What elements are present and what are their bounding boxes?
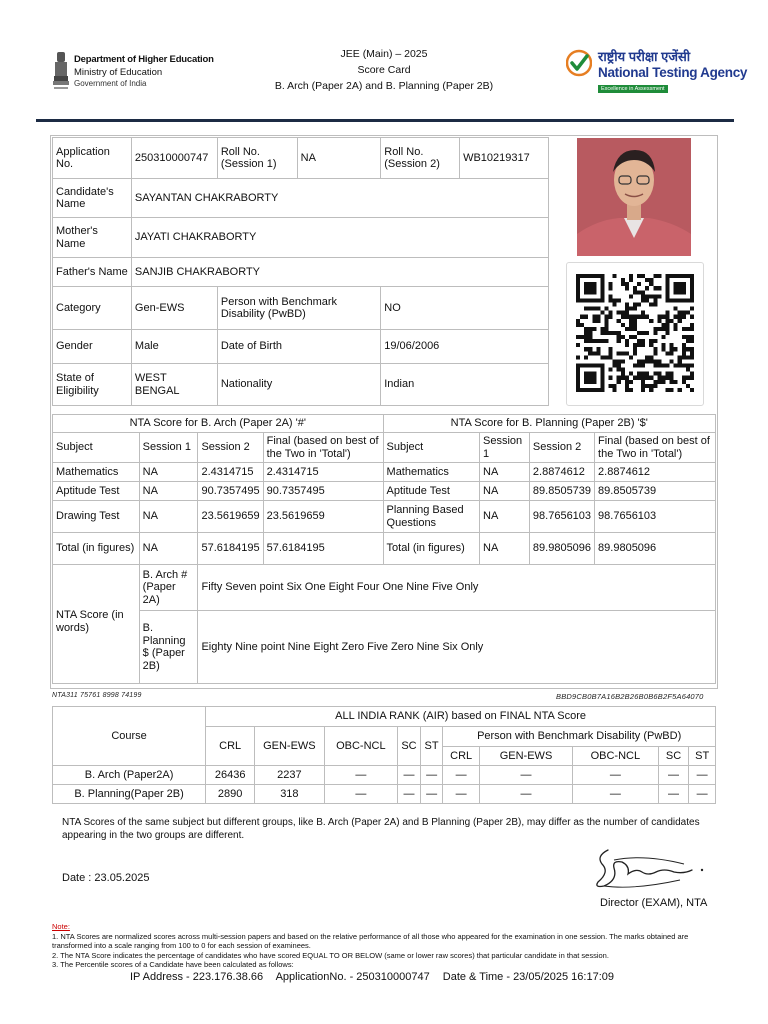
rank-cell: — — [324, 766, 398, 785]
score-table — [52, 414, 716, 684]
nta-tagline: Excellence in Assessment — [598, 85, 668, 93]
nationality-label: Nationality — [217, 364, 380, 406]
print-footer — [130, 971, 624, 983]
air-heading: ALL INDIA RANK (AIR) based on FINAL NTA Score — [206, 707, 716, 727]
rank-col-sc: SC — [398, 727, 421, 766]
notes-label: Note: — [52, 922, 70, 931]
note-2: 2. The NTA Score indicates the percentage of candidates who have scored EQUAL TO OR BELOW (same or lower raw scores) that particular candidate in that session. — [52, 950, 609, 960]
application-no-value: 250310000747 — [131, 138, 217, 179]
rank-cell: — — [420, 785, 442, 804]
score-cell: 57.6184195 — [198, 533, 263, 565]
score-disclaimer: NTA Scores of the same subject but different groups, like B. Arch (Paper 2A) and B Planning (Paper 2B), may differ as the number of candidates appearing in the two groups are different. — [62, 817, 700, 841]
rank-row — [53, 785, 716, 804]
national-emblem-icon — [52, 50, 70, 94]
score-cell: NA — [480, 463, 530, 482]
score-cell: 57.6184195 — [263, 533, 383, 565]
roll1-value: NA — [297, 138, 381, 179]
barch-col-final: Final (based on best of the Two in 'Total') — [263, 433, 383, 463]
rank-cell: 318 — [255, 785, 324, 804]
rank-cell: — — [324, 785, 398, 804]
words-bplan-value: Eighty Nine point Nine Eight Zero Five Zero Nine Six Only — [198, 611, 716, 684]
paper-name: B. Arch (Paper 2A) and B. Planning (Paper 2B) — [274, 80, 494, 92]
score-cell: 89.9805096 — [595, 533, 716, 565]
rank-cell: — — [398, 766, 421, 785]
score-cell: 2.8874612 — [595, 463, 716, 482]
category-value: Gen-EWS — [131, 287, 217, 330]
nta-english-name: National Testing Agency — [598, 65, 748, 80]
subject-cell: Planning Based Questions — [383, 501, 479, 533]
name-value: SAYANTAN CHAKRABORTY — [131, 179, 548, 218]
score-cell: 2.4314715 — [198, 463, 263, 482]
note-1: 1. NTA Scores are normalized scores across multi-session papers and based on the relative performance of all those who appeared for the examination in one session. The marks obtained are transformed into a scale ranging from 100 to 0 for each session of examinees. — [52, 931, 689, 950]
rank-cell: — — [443, 785, 480, 804]
score-cell: 23.5619659 — [198, 501, 263, 533]
subject-cell: Total (in figures) — [383, 533, 479, 565]
pwbd-heading: Person with Benchmark Disability (PwBD) — [443, 727, 716, 747]
rank-cell: — — [689, 785, 716, 804]
score-row — [53, 463, 716, 482]
dept-ministry: Ministry of Education — [74, 67, 163, 78]
rank-course: B. Arch (Paper2A) — [53, 766, 206, 785]
score-cell: NA — [480, 482, 530, 501]
father-label: Father's Name — [53, 258, 132, 287]
pwbd-col-gen-ews: GEN-EWS — [480, 747, 573, 766]
score-cell: NA — [139, 533, 198, 565]
score-cell: 90.7357495 — [198, 482, 263, 501]
dob-value: 19/06/2006 — [381, 330, 549, 364]
rank-cell: — — [658, 766, 689, 785]
score-cell: 89.8505739 — [529, 482, 594, 501]
rank-cell: — — [480, 785, 573, 804]
candidate-photo — [577, 138, 691, 256]
rank-cell: — — [480, 766, 573, 785]
qr-code-icon — [576, 274, 694, 392]
rank-cell: — — [658, 785, 689, 804]
words-barch-value: Fifty Seven point Six One Eight Four One Nine Five Only — [198, 565, 716, 611]
barch-score-heading: NTA Score for B. Arch (Paper 2A) '#' — [53, 415, 384, 433]
pwbd-col-sc: SC — [658, 747, 689, 766]
candidate-info-table — [52, 137, 549, 406]
roll2-label: Roll No. (Session 2) — [381, 138, 460, 179]
score-cell: 2.4314715 — [263, 463, 383, 482]
pwbd-col-obc-ncl: OBC-NCL — [572, 747, 658, 766]
rank-course-header: Course — [53, 707, 206, 766]
score-cell: NA — [480, 501, 530, 533]
footer-datetime: Date & Time - 23/05/2025 16:17:09 — [442, 971, 614, 983]
rank-col-obc-ncl: OBC-NCL — [324, 727, 398, 766]
exam-name: JEE (Main) – 2025 — [340, 48, 428, 60]
score-cell: 89.8505739 — [595, 482, 716, 501]
rank-col-gen-ews: GEN-EWS — [255, 727, 324, 766]
state-label: State of Eligibility — [53, 364, 132, 406]
father-value: SANJIB CHAKRABORTY — [131, 258, 548, 287]
score-row — [53, 533, 716, 565]
score-row — [53, 501, 716, 533]
nta-hindi-name: राष्ट्रीय परीक्षा एजेंसी — [598, 49, 691, 64]
words-bplan-label: B. Planning $ (Paper 2B) — [139, 611, 198, 684]
subject-cell: Mathematics — [383, 463, 479, 482]
note-3: 3. The Percentile scores of a Candidate have been calculated as follows: — [52, 960, 294, 969]
nta-checkmark-logo-icon — [566, 48, 592, 78]
dob-label: Date of Birth — [217, 330, 380, 364]
score-cell: 89.9805096 — [529, 533, 594, 565]
nationality-value: Indian — [381, 364, 549, 406]
gender-value: Male — [131, 330, 217, 364]
subject-cell: Aptitude Test — [53, 482, 140, 501]
dept-govt: Government of India — [74, 79, 147, 88]
mother-label: Mother's Name — [53, 218, 132, 258]
nta-logo-block — [566, 44, 748, 98]
score-cell: NA — [139, 463, 198, 482]
barch-col-subject: Subject — [53, 433, 140, 463]
qr-code — [566, 262, 704, 406]
score-row — [53, 482, 716, 501]
rank-cell: — — [689, 766, 716, 785]
subject-cell: Aptitude Test — [383, 482, 479, 501]
pwbd-col-crl: CRL — [443, 747, 480, 766]
roll2-value: WB10219317 — [460, 138, 549, 179]
director-signature — [584, 842, 708, 896]
ip-address: IP Address - 223.176.38.66 — [130, 971, 264, 983]
barch-col-session2: Session 2 — [198, 433, 263, 463]
rank-row — [53, 766, 716, 785]
rank-cell: — — [420, 766, 442, 785]
doc-title: Score Card — [357, 64, 411, 76]
score-cell: 90.7357495 — [263, 482, 383, 501]
rank-col-st: ST — [420, 727, 442, 766]
rank-table — [52, 706, 716, 804]
application-no-label: Application No. — [53, 138, 132, 179]
notes-section — [52, 922, 716, 970]
bplan-col-subject: Subject — [383, 433, 479, 463]
score-cell: 2.8874612 — [529, 463, 594, 482]
bplan-col-final: Final (based on best of the Two in 'Total') — [595, 433, 716, 463]
header-title-block — [230, 46, 538, 94]
issue-date: Date : 23.05.2025 — [62, 872, 150, 884]
gender-label: Gender — [53, 330, 132, 364]
subject-cell: Total (in figures) — [53, 533, 140, 565]
security-code-right: BBD9CB0B7A16B2B26B0B6B2F5A64070 — [556, 692, 704, 701]
rank-cell: 2237 — [255, 766, 324, 785]
footer-app-no: ApplicationNo. - 250310000747 — [275, 971, 430, 983]
score-cell: 98.7656103 — [529, 501, 594, 533]
dept-title: Department of Higher Education — [74, 54, 214, 65]
score-cell: 98.7656103 — [595, 501, 716, 533]
rank-cell: 2890 — [206, 785, 255, 804]
score-cell: NA — [139, 482, 198, 501]
security-code-left: NTA311 75761 8998 74199 — [52, 692, 142, 699]
rank-course: B. Planning(Paper 2B) — [53, 785, 206, 804]
subject-cell: Drawing Test — [53, 501, 140, 533]
director-title: Director (EXAM), NTA — [600, 897, 708, 909]
barch-col-session1: Session 1 — [139, 433, 198, 463]
rank-cell: — — [443, 766, 480, 785]
pwbd-value: NO — [381, 287, 549, 330]
bplan-col-session1: Session 1 — [480, 433, 530, 463]
rank-col-crl: CRL — [206, 727, 255, 766]
rank-cell: — — [572, 766, 658, 785]
bplan-score-heading: NTA Score for B. Planning (Paper 2B) '$' — [383, 415, 715, 433]
score-cell: NA — [139, 501, 198, 533]
roll1-label: Roll No. (Session 1) — [217, 138, 297, 179]
category-label: Category — [53, 287, 132, 330]
mother-value: JAYATI CHAKRABORTY — [131, 218, 548, 258]
score-cell: NA — [480, 533, 530, 565]
ministry-logo-block — [52, 48, 214, 100]
words-barch-label: B. Arch # (Paper 2A) — [139, 565, 198, 611]
header-divider — [36, 119, 734, 122]
score-words-label: NTA Score (in words) — [53, 565, 140, 684]
pwbd-col-st: ST — [689, 747, 716, 766]
name-label: Candidate's Name — [53, 179, 132, 218]
bplan-col-session2: Session 2 — [529, 433, 594, 463]
pwbd-label: Person with Benchmark Disability (PwBD) — [217, 287, 380, 330]
rank-cell: — — [572, 785, 658, 804]
state-value: WEST BENGAL — [131, 364, 217, 406]
rank-cell: 26436 — [206, 766, 255, 785]
subject-cell: Mathematics — [53, 463, 140, 482]
score-cell: 23.5619659 — [263, 501, 383, 533]
rank-cell: — — [398, 785, 421, 804]
